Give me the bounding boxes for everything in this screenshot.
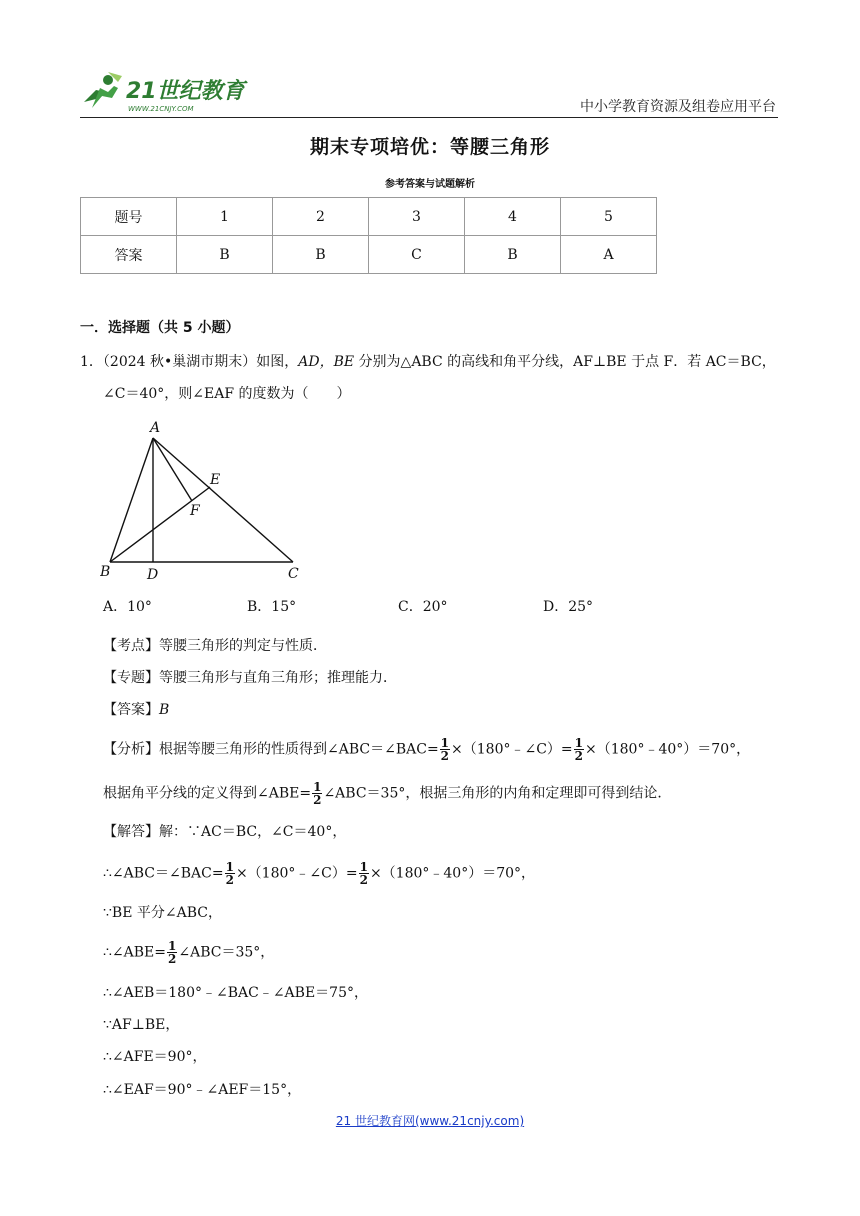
table-cell: B (465, 236, 561, 274)
kaodian-line: 【考点】等腰三角形的判定与性质． (103, 638, 327, 654)
option-b: B．15° (247, 599, 297, 615)
jieda-line-7: ∴∠AFE＝90°， (103, 1049, 207, 1065)
segment-be (110, 487, 210, 562)
label-e: E (210, 472, 221, 488)
page-title: 期末专项培优：等腰三角形 (309, 136, 550, 158)
section-title: 一．选择题（共 5 小题） (80, 320, 240, 336)
table-cell: 3 (369, 198, 465, 236)
logo (78, 68, 258, 116)
jieda-line-3: ∵BE 平分∠ABC， (103, 905, 222, 921)
runner-logo-icon (84, 72, 122, 108)
page-subtitle: 参考答案与试题解析 (385, 179, 475, 190)
jieda-line-6: ∵AF⊥BE， (103, 1017, 180, 1033)
label-d: D (147, 567, 159, 583)
answer-table (80, 197, 657, 274)
label-c: C (288, 566, 299, 582)
logo-url-text: WWW.21CNJY.COM (128, 105, 194, 113)
table-row (81, 198, 657, 236)
jieda-line-2: ∴∠ABC＝∠BAC= $\frac{1}{2}$ ×（180°﹣∠C）= $\frac{1}{2}$ ×（180°﹣40°）＝70°， (103, 860, 536, 887)
table-cell: A (561, 236, 657, 274)
daan-line: 【答案】B (103, 702, 170, 718)
table-cell: C (369, 236, 465, 274)
table-cell: B (177, 236, 273, 274)
label-f: F (190, 503, 200, 519)
platform-name: 中小学教育资源及组卷应用平台 (580, 99, 776, 115)
option-a: A．10° (103, 599, 152, 615)
table-cell: B (273, 236, 369, 274)
option-c: C．20° (398, 599, 448, 615)
label-b: B (100, 564, 111, 580)
footer-link[interactable]: 21 世纪教育网(www.21cnjy.com) (335, 1114, 525, 1128)
table-cell: 答案 (81, 236, 177, 274)
table-row (81, 236, 657, 274)
fenxi-line-2: 根据角平分线的定义得到∠ABE= $\frac{1}{2}$ ∠ABC＝35°，根据三角形的内角和定理即可得到结论． (103, 780, 672, 807)
segment-ab (110, 438, 153, 562)
segment-ac (153, 438, 293, 562)
fenxi-line-1: 【分析】根据等腰三角形的性质得到∠ABC＝∠BAC= $\frac{1}{2}$ ×（180°﹣∠C）= $\frac{1}{2}$ ×（180°﹣40°）＝70°， (103, 736, 751, 763)
question-1-line-2: ∠C＝40°，则∠EAF 的度数为（ ） (103, 386, 351, 402)
jieda-line-5: ∴∠AEB＝180°﹣∠BAC﹣∠ABE＝75°， (103, 985, 368, 1001)
logo-text: 21世纪教育 (126, 79, 245, 104)
segment-af (153, 438, 192, 501)
label-a: A (150, 420, 161, 436)
zhuanti-line: 【专题】等腰三角形与直角三角形；推理能力． (103, 670, 397, 686)
header-divider (80, 117, 778, 118)
table-cell: 2 (273, 198, 369, 236)
jieda-line-1: 【解答】解：∵AC＝BC，∠C＝40°， (103, 824, 347, 840)
option-d: D．25° (543, 599, 594, 615)
table-cell: 5 (561, 198, 657, 236)
jieda-line-8: ∴∠EAF＝90°﹣∠AEF＝15°， (103, 1082, 302, 1098)
table-cell: 4 (465, 198, 561, 236)
table-cell: 题号 (81, 198, 177, 236)
question-1-line-1: 1．（2024 秋•巢湖市期末）如图，AD，BE 分别为△ABC 的高线和角平分线，AF⊥BE 于点 F．若 AC＝BC， (80, 354, 776, 370)
table-cell: 1 (177, 198, 273, 236)
triangle-figure (100, 416, 310, 586)
jieda-line-4: ∴∠ABE= $\frac{1}{2}$ ∠ABC＝35°， (103, 939, 275, 966)
